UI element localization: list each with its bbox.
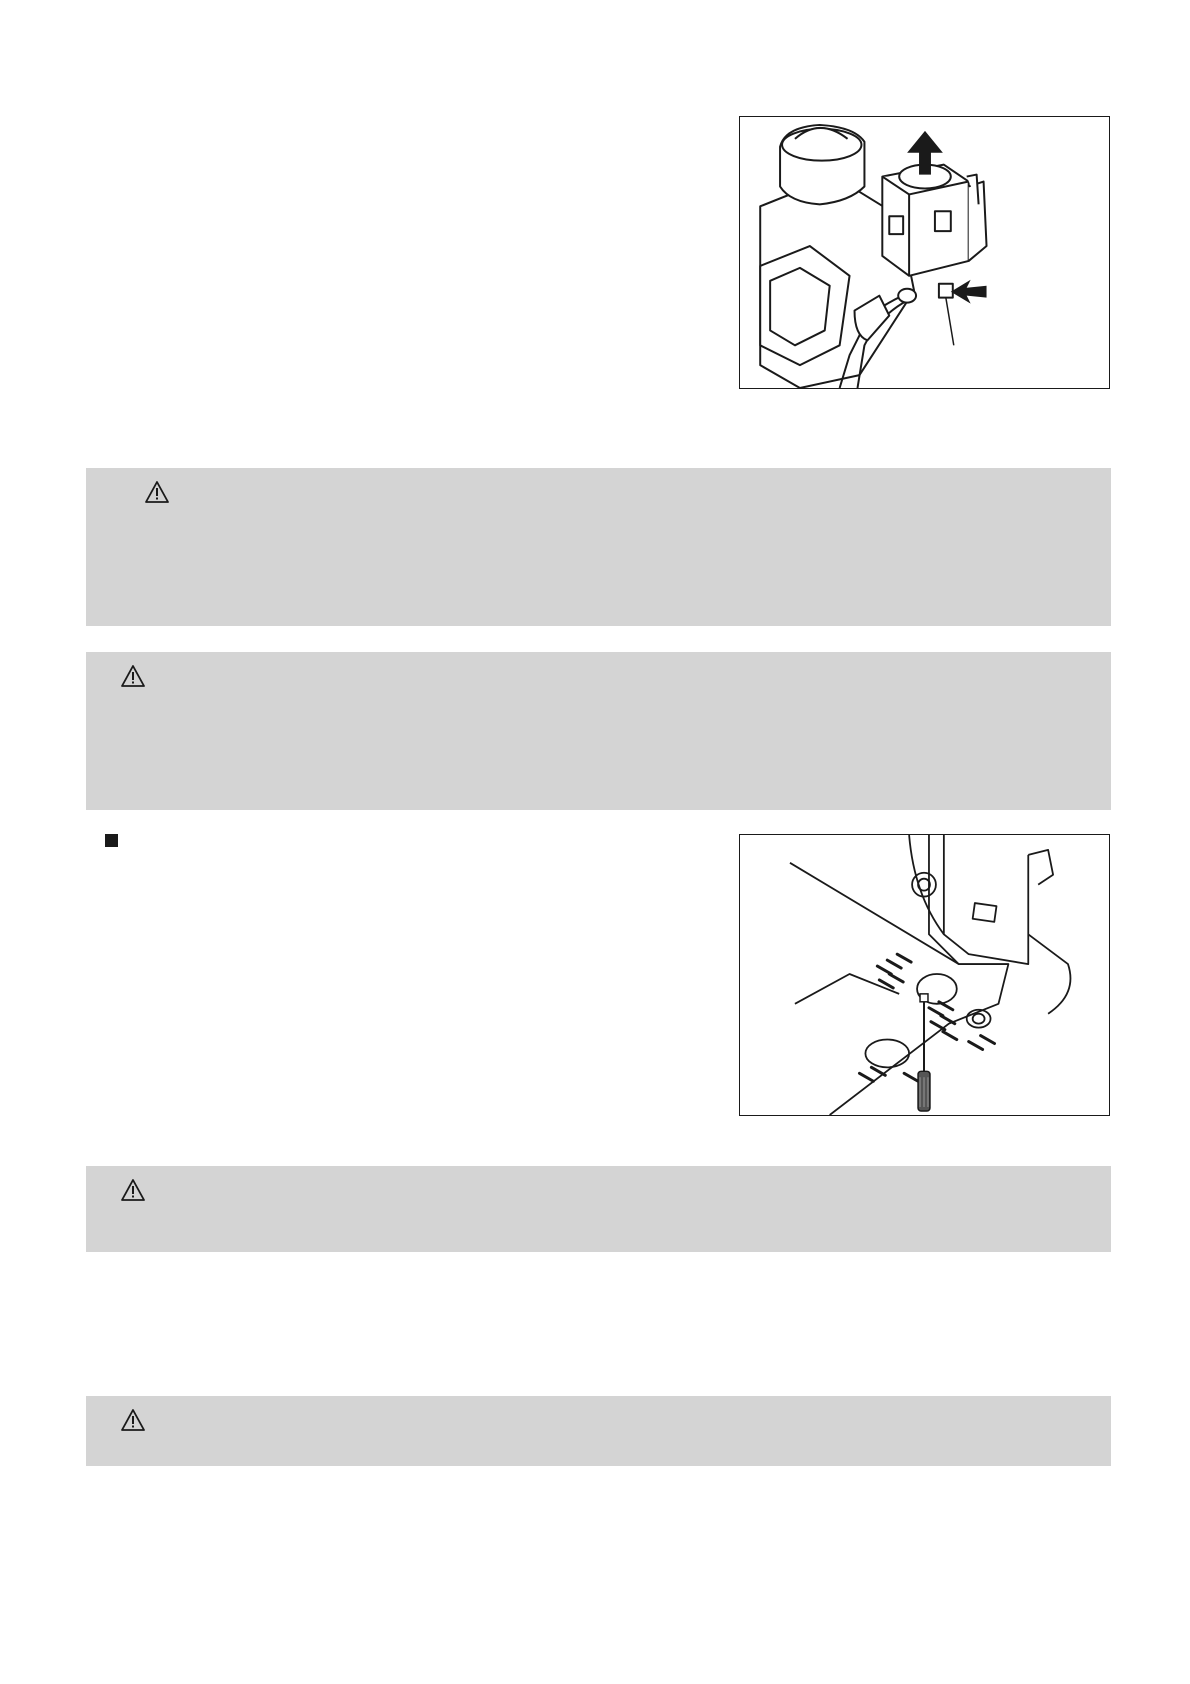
- section-bullet-square: [105, 834, 118, 847]
- notice-box-2: [86, 652, 1111, 810]
- screwdriver-icon: [918, 994, 930, 1111]
- warning-triangle-icon: [144, 480, 170, 504]
- figure-bottom-cover-screw: [739, 834, 1110, 1116]
- notice-box-1: [86, 468, 1111, 626]
- warning-triangle-icon: [120, 1178, 146, 1202]
- arrow-left-icon: [951, 280, 987, 304]
- notice-box-4: [86, 1396, 1111, 1466]
- lamp-housing-illustration: [740, 117, 1109, 388]
- warning-triangle-icon: [120, 664, 146, 688]
- bottom-cover-illustration: [740, 835, 1109, 1115]
- notice-box-3: [86, 1166, 1111, 1252]
- warning-triangle-icon: [120, 1408, 146, 1432]
- figure-lamp-housing: [739, 116, 1110, 389]
